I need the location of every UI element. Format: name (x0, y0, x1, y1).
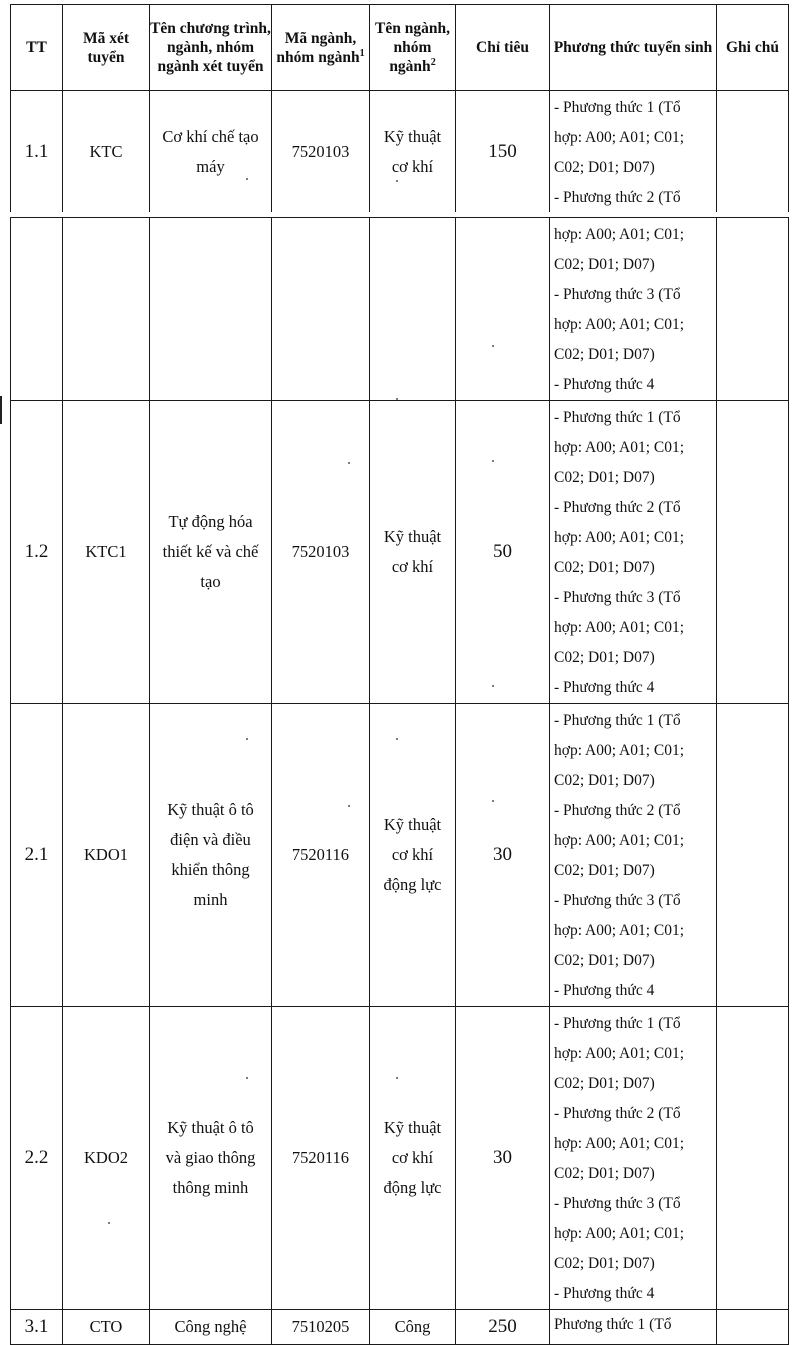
row-program-name-line: Kỹ thuật ô tô (167, 1118, 254, 1137)
method-line: hợp: A00; A01; C01; (554, 316, 685, 333)
row-major-name (370, 218, 456, 401)
header-note: Ghi chú (717, 5, 789, 91)
method-line: hợp: A00; A01; C01; (554, 832, 685, 849)
row-major-code: 7520116 (272, 1007, 370, 1310)
row-program-name-line: Công nghệ (174, 1317, 247, 1336)
row-major-code (272, 218, 370, 401)
method-line: - Phương thức 2 (Tổ (554, 802, 681, 819)
row-major-code: 7520103 (272, 91, 370, 214)
row-major-code: 7520103 (272, 401, 370, 704)
admission-table-bottom (10, 217, 789, 1345)
scan-speck (348, 462, 350, 464)
row-program-name-line: Kỹ thuật ô tô (167, 800, 254, 819)
admission-table-top (10, 4, 789, 214)
row-major-name (370, 1310, 456, 1345)
row-program-name (150, 218, 272, 401)
table-row (11, 1310, 789, 1345)
row-note (717, 1310, 789, 1345)
scan-speck (396, 398, 398, 400)
method-line: hợp: A00; A01; C01; (554, 619, 685, 636)
row-admission-code: CTO (63, 1310, 150, 1345)
header-admission-method: Phương thức tuyển sinh (550, 5, 717, 91)
row-admission-methods (550, 704, 717, 1007)
header-admission-code: Mã xét tuyển (63, 5, 150, 91)
row-program-name-line: máy (196, 157, 225, 176)
row-program-name-line: tạo (200, 572, 221, 591)
method-line: - Phương thức 2 (Tổ (554, 1105, 681, 1122)
row-major-name-line: Kỹ thuật (383, 1118, 442, 1137)
table-row (11, 218, 789, 401)
method-line: C02; D01; D07) (554, 952, 655, 969)
row-program-name (150, 1310, 272, 1345)
row-major-name-line: cơ khí (391, 845, 434, 864)
row-quota (456, 218, 550, 401)
row-quota: 50 (456, 401, 550, 704)
scan-speck (246, 738, 248, 740)
header-quota: Chỉ tiêu (456, 5, 550, 91)
row-admission-methods (550, 218, 717, 401)
method-line: hợp: A00; A01; C01; (554, 922, 685, 939)
row-admission-methods (550, 401, 717, 704)
method-line: hợp: A00; A01; C01; (554, 226, 685, 243)
row-program-name-line: minh (193, 890, 228, 909)
method-line: - Phương thức 3 (Tổ (554, 1195, 681, 1212)
table-row (11, 91, 789, 214)
row-program-name (150, 704, 272, 1007)
method-line: C02; D01; D07) (554, 159, 655, 176)
method-line: - Phương thức 1 (Tổ (554, 409, 681, 426)
scan-speck (396, 738, 398, 740)
row-admission-methods (550, 1007, 717, 1310)
scan-speck (246, 1077, 248, 1079)
method-line: C02; D01; D07) (554, 649, 655, 666)
table-row (11, 1007, 789, 1310)
row-tt: 3.1 (11, 1310, 63, 1345)
method-line: C02; D01; D07) (554, 862, 655, 879)
row-major-name-line: Kỹ thuật (383, 815, 442, 834)
method-line: hợp: A00; A01; C01; (554, 742, 685, 759)
row-program-name (150, 91, 272, 214)
row-major-name (370, 401, 456, 704)
method-line: C02; D01; D07) (554, 346, 655, 363)
table-row (11, 401, 789, 704)
row-program-name (150, 1007, 272, 1310)
row-admission-code (63, 218, 150, 401)
row-quota: 30 (456, 1007, 550, 1310)
row-major-name-line: cơ khí (391, 557, 434, 576)
row-program-name-line: khiển thông (171, 860, 250, 879)
row-tt: 2.1 (11, 704, 63, 1007)
header-row (11, 5, 789, 91)
row-admission-code: KTC (63, 91, 150, 214)
method-line: - Phương thức 4 (554, 1285, 655, 1302)
header-major-name: Tên ngành, nhóm ngành$^2$ (370, 5, 456, 91)
row-tt: 1.2 (11, 401, 63, 704)
method-line: C02; D01; D07) (554, 1165, 655, 1182)
scan-speck (492, 460, 494, 462)
method-line: - Phương thức 4 (554, 982, 655, 999)
row-program-name (150, 401, 272, 704)
method-line: - Phương thức 2 (Tổ (554, 189, 681, 206)
row-note (717, 704, 789, 1007)
row-program-name-line: thông minh (172, 1178, 249, 1197)
method-line: C02; D01; D07) (554, 469, 655, 486)
method-line: - Phương thức 2 (Tổ (554, 499, 681, 516)
method-line: hợp: A00; A01; C01; (554, 1225, 685, 1242)
row-admission-methods (550, 1310, 717, 1345)
row-major-name-line: cơ khí (391, 1148, 434, 1167)
scan-speck (246, 178, 248, 180)
scan-speck (348, 805, 350, 807)
row-quota: 250 (456, 1310, 550, 1345)
method-line: Phương thức 1 (Tổ (554, 1316, 672, 1333)
row-program-name-line: Cơ khí chế tạo (162, 127, 259, 146)
scan-speck (396, 180, 398, 182)
row-tt: 1.1 (11, 91, 63, 214)
method-line: - Phương thức 4 (554, 376, 655, 393)
table-row (11, 704, 789, 1007)
row-major-name-line: Kỹ thuật (383, 127, 442, 146)
row-admission-code: KDO2 (63, 1007, 150, 1310)
scan-margin-mark (0, 396, 2, 424)
row-program-name-line: và giao thông (165, 1148, 256, 1167)
method-line: - Phương thức 1 (Tổ (554, 712, 681, 729)
scan-speck (108, 1222, 110, 1224)
method-line: C02; D01; D07) (554, 772, 655, 789)
method-line: hợp: A00; A01; C01; (554, 129, 685, 146)
method-line: - Phương thức 3 (Tổ (554, 286, 681, 303)
row-quota: 30 (456, 704, 550, 1007)
scan-speck (492, 800, 494, 802)
row-tt (11, 218, 63, 401)
row-major-name-line: Công (394, 1317, 431, 1336)
row-major-name-line: cơ khí (391, 157, 434, 176)
method-line: - Phương thức 3 (Tổ (554, 892, 681, 909)
method-line: hợp: A00; A01; C01; (554, 1135, 685, 1152)
method-line: hợp: A00; A01; C01; (554, 1045, 685, 1062)
scan-speck (492, 345, 494, 347)
row-tt: 2.2 (11, 1007, 63, 1310)
row-major-name (370, 91, 456, 214)
method-line: C02; D01; D07) (554, 559, 655, 576)
row-major-name-line: Kỹ thuật (383, 527, 442, 546)
row-admission-code: KDO1 (63, 704, 150, 1007)
row-program-name-line: Tự động hóa (168, 512, 253, 531)
row-program-name-line: điện và điều (170, 830, 251, 849)
method-line: hợp: A00; A01; C01; (554, 439, 685, 456)
header-program-name: Tên chương trình, ngành, nhóm ngành xét tuyển (150, 5, 272, 91)
row-major-name-line: động lực (383, 875, 442, 894)
row-admission-methods (550, 91, 717, 214)
method-line: - Phương thức 4 (554, 679, 655, 696)
row-major-code: 7520116 (272, 704, 370, 1007)
scan-speck (396, 1077, 398, 1079)
row-note (717, 1007, 789, 1310)
row-major-name-line: động lực (383, 1178, 442, 1197)
row-note (717, 218, 789, 401)
row-admission-code: KTC1 (63, 401, 150, 704)
method-line: C02; D01; D07) (554, 1255, 655, 1272)
row-note (717, 91, 789, 214)
method-line: - Phương thức 1 (Tổ (554, 99, 681, 116)
header-major-code: Mã ngành, nhóm ngành$^1$ (272, 5, 370, 91)
row-major-code: 7510205 (272, 1310, 370, 1345)
method-line: C02; D01; D07) (554, 256, 655, 273)
row-major-name (370, 704, 456, 1007)
method-line: hợp: A00; A01; C01; (554, 529, 685, 546)
row-program-name-line: thiết kế và chế (162, 542, 259, 561)
method-line: - Phương thức 1 (Tổ (554, 1015, 681, 1032)
header-tt: TT (11, 5, 63, 91)
row-quota: 150 (456, 91, 550, 214)
row-note (717, 401, 789, 704)
scan-speck (492, 685, 494, 687)
method-line: - Phương thức 3 (Tổ (554, 589, 681, 606)
row-major-name (370, 1007, 456, 1310)
method-line: C02; D01; D07) (554, 1075, 655, 1092)
